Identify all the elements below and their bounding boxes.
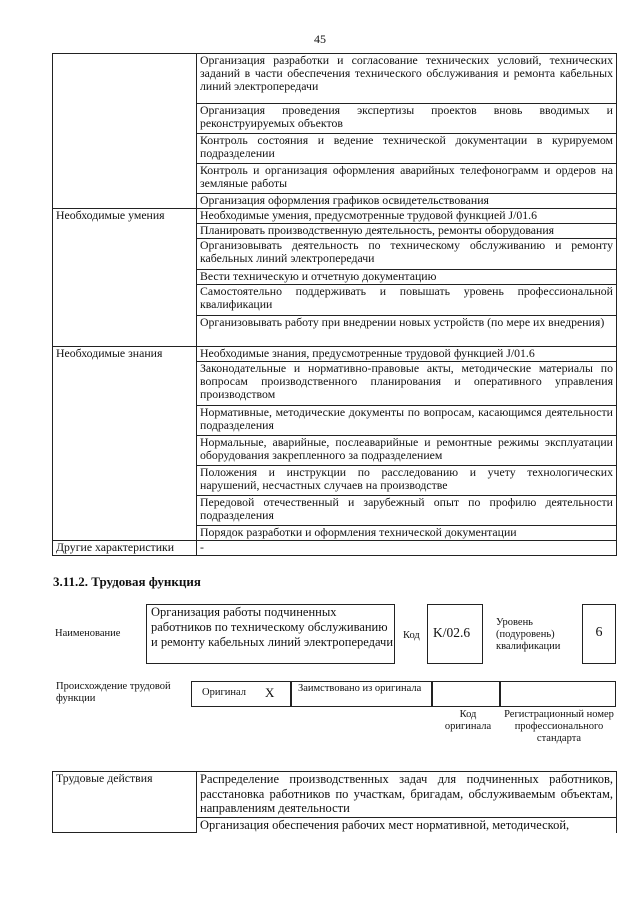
skills-label: Необходимые умения — [53, 209, 197, 347]
reg-number-cell — [500, 681, 616, 707]
table-cell: Нормальные, аварийные, послеаварийные и ремонтные режимы эксплуатации оборудования закрепленного за подразделением — [197, 436, 617, 466]
table-cell: Организация обеспечения рабочих мест нормативной, методической, — [197, 818, 617, 833]
table-cell: Контроль и организация оформления аварийных телефонограмм и ордеров на земляные работы — [197, 164, 617, 194]
table-cell: Законодательные и нормативно-правовые акты, методические материалы по вопросам производственного планирования и оперативного управления производством — [197, 362, 617, 406]
page-number: 45 — [314, 32, 326, 46]
function-name-box: Организация работы подчиненных работников по техническому обслуживанию и ремонту кабельных линий электропередачи — [146, 604, 395, 664]
labor-actions-label: Трудовые действия — [53, 772, 197, 833]
code-label: Код — [403, 630, 420, 641]
table-cell: Организация проведения экспертизы проектов вновь вводимых и реконструируемых объектов — [197, 104, 617, 134]
table-cell: Организовывать деятельность по техническому обслуживанию и ремонту кабельных линий электропередачи — [197, 239, 617, 270]
table-cell: Распределение производственных задач для подчиненных работников, расстановка работников по участкам, бригадам, обслуживаемым объектам, направлениям деятельности — [197, 772, 617, 818]
level-value-box: 6 — [582, 604, 616, 664]
table-cell: Планировать производственную деятельность, ремонты оборудования — [197, 224, 617, 239]
table-cell: Нормативные, методические документы по вопросам, касающимся деятельности подразделения — [197, 406, 617, 436]
table-cell: Передовой отечественный и зарубежный опыт по профилю деятельности подразделения — [197, 496, 617, 526]
other-label: Другие характеристики — [53, 541, 197, 556]
table-cell: Организовывать работу при внедрении новых устройств (по мере их внедрения) — [197, 316, 617, 347]
table-cell: Организация оформления графиков освидетельствования — [197, 194, 617, 209]
reg-number-caption: Регистрационный номер профессионального стандарта — [504, 709, 614, 744]
knowledge-label: Необходимые знания — [53, 347, 197, 541]
other-value: - — [197, 541, 617, 556]
empty-label-cell — [53, 54, 197, 209]
table-cell: Необходимые умения, предусмотренные трудовой функцией J/01.6 — [197, 209, 617, 224]
table-cell: Организация разработки и согласование технических условий, технических заданий в части обеспечения технического обслуживания и ремонта кабельных линий электропередачи — [197, 54, 617, 104]
original-label: Оригинал — [202, 687, 246, 698]
table-cell: Самостоятельно поддерживать и повышать уровень профессиональной квалификации — [197, 285, 617, 316]
name-label: Наименование — [55, 628, 121, 639]
origin-code-cell — [432, 681, 500, 707]
table-cell: Порядок разработки и оформления технической документации — [197, 526, 617, 541]
requirements-table — [52, 53, 617, 556]
section-heading: 3.11.2. Трудовая функция — [53, 574, 201, 589]
original-mark: X — [265, 685, 275, 700]
function-code-box: K/02.6 — [427, 604, 483, 664]
borrowed-cell: Заимствовано из оригинала — [291, 681, 432, 707]
table-cell: Положения и инструкции по расследованию и учету технологических нарушений, несчастных случаев на производстве — [197, 466, 617, 496]
table-cell: Вести техническую и отчетную документацию — [197, 270, 617, 285]
labor-actions-table — [52, 771, 617, 833]
table-cell: Контроль состояния и ведение технической документации в курируемом подразделении — [197, 134, 617, 164]
origin-code-caption: Код оригинала — [444, 709, 492, 732]
table-cell: Необходимые знания, предусмотренные трудовой функцией J/01.6 — [197, 347, 617, 362]
original-cell — [191, 681, 291, 707]
level-label: Уровень (подуровень) квалификации — [496, 617, 561, 652]
origin-label: Происхождение трудовой функции — [56, 681, 171, 704]
